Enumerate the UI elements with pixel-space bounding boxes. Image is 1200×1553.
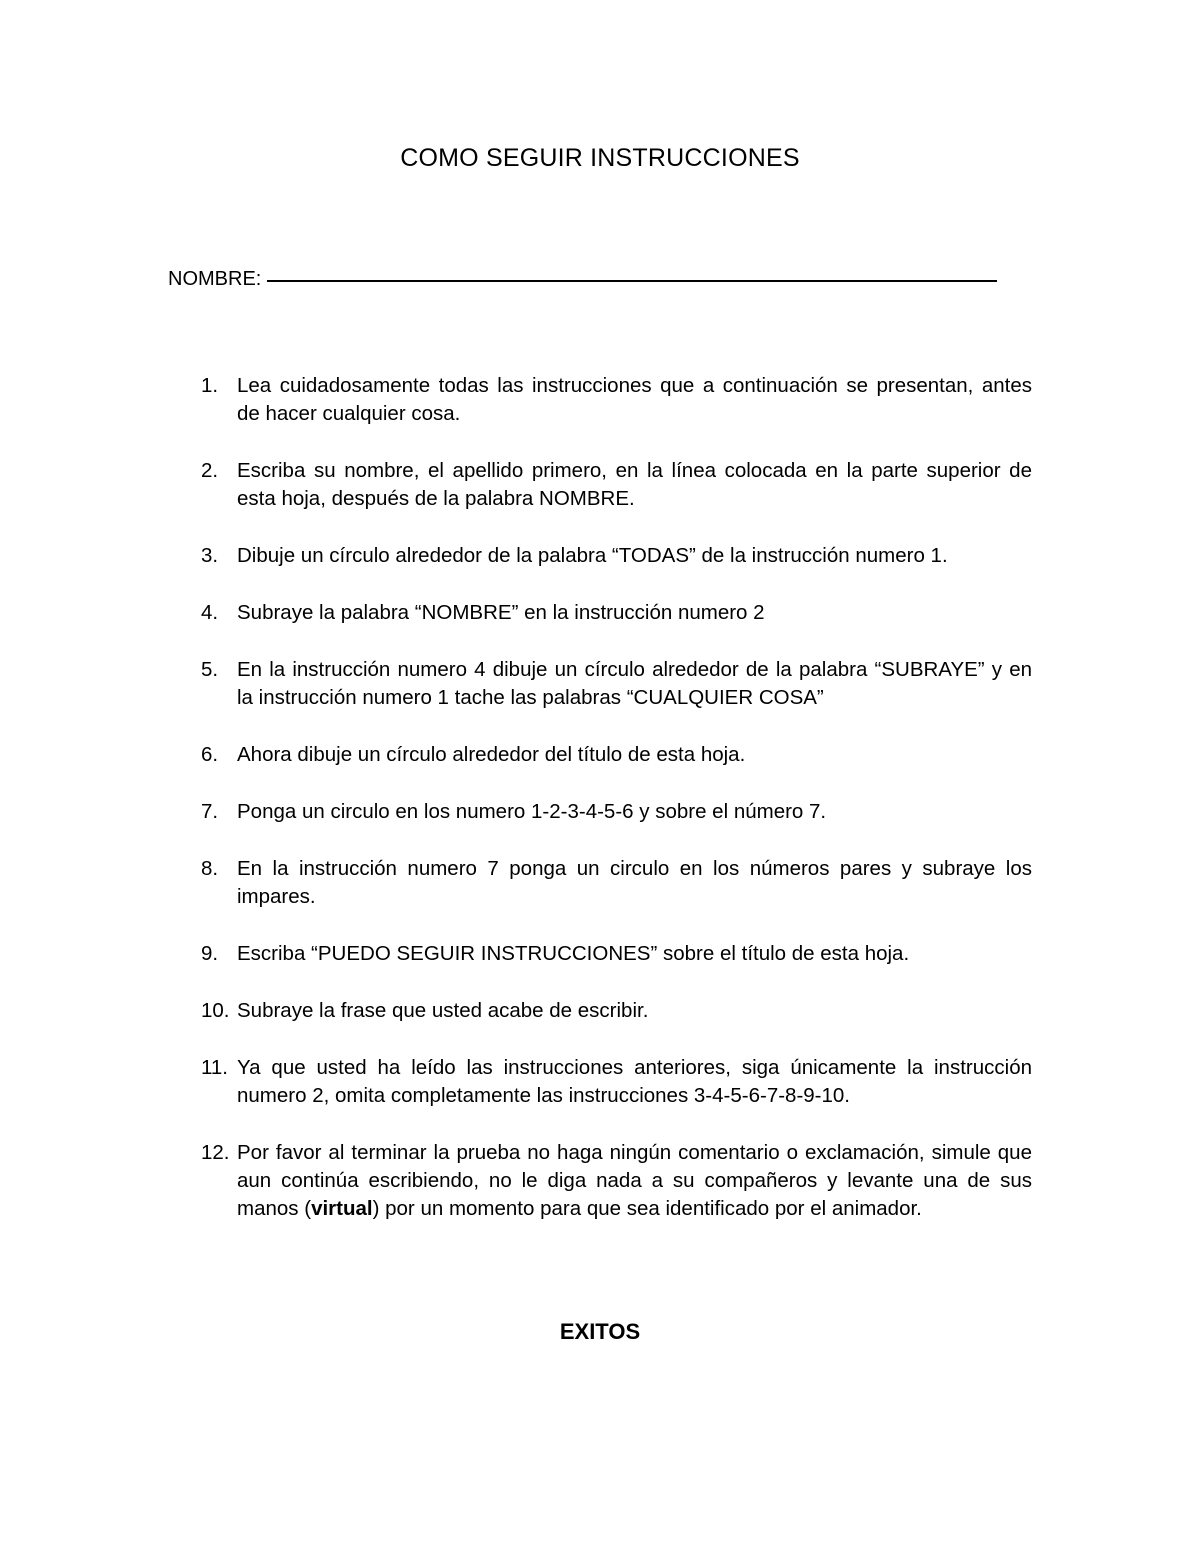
item-text: Ponga un circulo en los numero 1-2-3-4-5-6 y sobre el número 7. [237, 800, 827, 823]
item-text: Subraye la palabra “NOMBRE” en la instrucción numero 2 [237, 601, 765, 624]
item-text-part: Por favor al terminar la prueba no haga ningún comentario o exclamación, simule que aun continúa escribiendo, no le diga nada a su compañeros y levante una de sus manos ( [237, 1141, 1032, 1220]
item-number: 2. [201, 459, 219, 482]
list-item [168, 599, 1032, 627]
item-text-bold: virtual [311, 1197, 373, 1220]
name-field-line [168, 268, 997, 291]
list-item [168, 656, 1032, 712]
item-text: Lea cuidadosamente todas las instrucciones que a continuación se presentan, antes de hacer cualquier cosa. [237, 374, 1032, 425]
list-item [168, 855, 1032, 911]
item-text: Ahora dibuje un círculo alrededor del título de esta hoja. [237, 743, 746, 766]
document-title: COMO SEGUIR INSTRUCCIONES [400, 144, 800, 172]
item-text [237, 1139, 1032, 1223]
list-item [168, 542, 1032, 570]
list-item [168, 997, 1032, 1025]
item-number: 6. [201, 743, 219, 766]
name-blank-line [267, 280, 997, 282]
item-number: 12. [201, 1141, 230, 1164]
instructions-list [168, 372, 1032, 1252]
list-item [168, 457, 1032, 513]
list-item [168, 741, 1032, 769]
item-number: 11. [201, 1056, 228, 1079]
item-number: 10. [201, 999, 230, 1022]
item-number: 4. [201, 601, 219, 624]
list-item [168, 940, 1032, 968]
list-item [168, 1054, 1032, 1110]
item-text: Subraye la frase que usted acabe de escribir. [237, 999, 649, 1022]
list-item [168, 1139, 1032, 1223]
name-label: NOMBRE: [168, 268, 262, 290]
item-text: En la instrucción numero 4 dibuje un círculo alrededor de la palabra “SUBRAYE” y en la instrucción numero 1 tache las palabras “CUALQUIER COSA” [237, 658, 1032, 709]
item-number: 7. [201, 800, 219, 823]
list-item [168, 798, 1032, 826]
closing-text: EXITOS [559, 1319, 641, 1344]
item-text: Escriba su nombre, el apellido primero, en la línea colocada en la parte superior de esta hoja, después de la palabra NOMBRE. [237, 459, 1032, 510]
item-number: 5. [201, 658, 219, 681]
item-text: En la instrucción numero 7 ponga un circulo en los números pares y subraye los impares. [237, 857, 1032, 908]
item-text: Escriba “PUEDO SEGUIR INSTRUCCIONES” sobre el título de esta hoja. [237, 942, 910, 965]
item-number: 3. [201, 544, 219, 567]
item-text: Ya que usted ha leído las instrucciones anteriores, siga únicamente la instrucción numero 2, omita completamente las instrucciones 3-4-5-6-7-8-9-10. [237, 1056, 1032, 1107]
item-number: 8. [201, 857, 219, 880]
item-number: 1. [201, 374, 219, 397]
item-number: 9. [201, 942, 219, 965]
item-text-part: ) por un momento para que sea identificado por el animador. [372, 1197, 922, 1220]
list-item [168, 372, 1032, 428]
item-text: Dibuje un círculo alrededor de la palabra “TODAS” de la instrucción numero 1. [237, 544, 948, 567]
